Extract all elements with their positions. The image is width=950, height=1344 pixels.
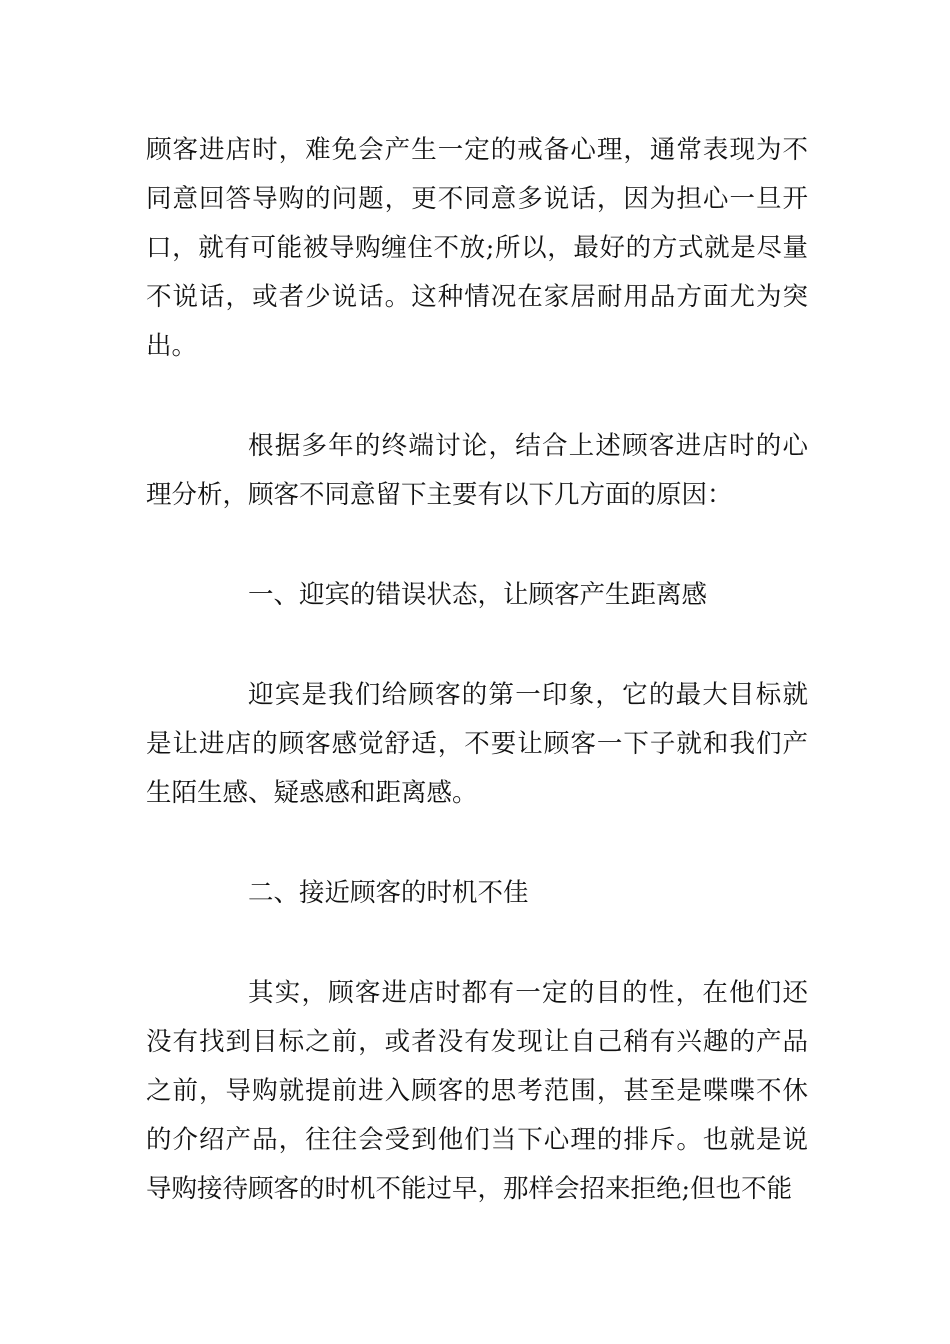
paragraph-1: 顾客进店时，难免会产生一定的戒备心理，通常表现为不同意回答导购的问题，更不同意多说话，因为担心一旦开口，就有可能被导购缠住不放;所以，最好的方式就是尽量不说话，或者少说话。这种情况在家居耐用品方面尤为突出。 <box>146 135 808 361</box>
paragraph-4: 其实，顾客进店时都有一定的目的性，在他们还没有找到目标之前，或者没有发现让自己稍有兴趣的产品之前，导购就提前进入顾客的思考范围，甚至是喋喋不休的介绍产品，往往会受到他们当下心理的排斥。也就是说导购接待顾客的时机不能过早，那样会招来拒绝;但也不能 <box>146 978 808 1204</box>
document-body <box>146 126 808 1265</box>
paragraph-2: 根据多年的终端讨论，结合上述顾客进店时的心理分析，顾客不同意留下主要有以下几方面的原因： <box>146 431 808 510</box>
section-heading-2: 二、接近顾客的时机不佳 <box>248 878 529 908</box>
section-heading-1: 一、迎宾的错误状态，让顾客产生距离感 <box>248 580 708 610</box>
paragraph-3: 迎宾是我们给顾客的第一印象，它的最大目标就是让进店的顾客感觉舒适，不要让顾客一下子就和我们产生陌生感、疑惑感和距离感。 <box>146 680 808 808</box>
